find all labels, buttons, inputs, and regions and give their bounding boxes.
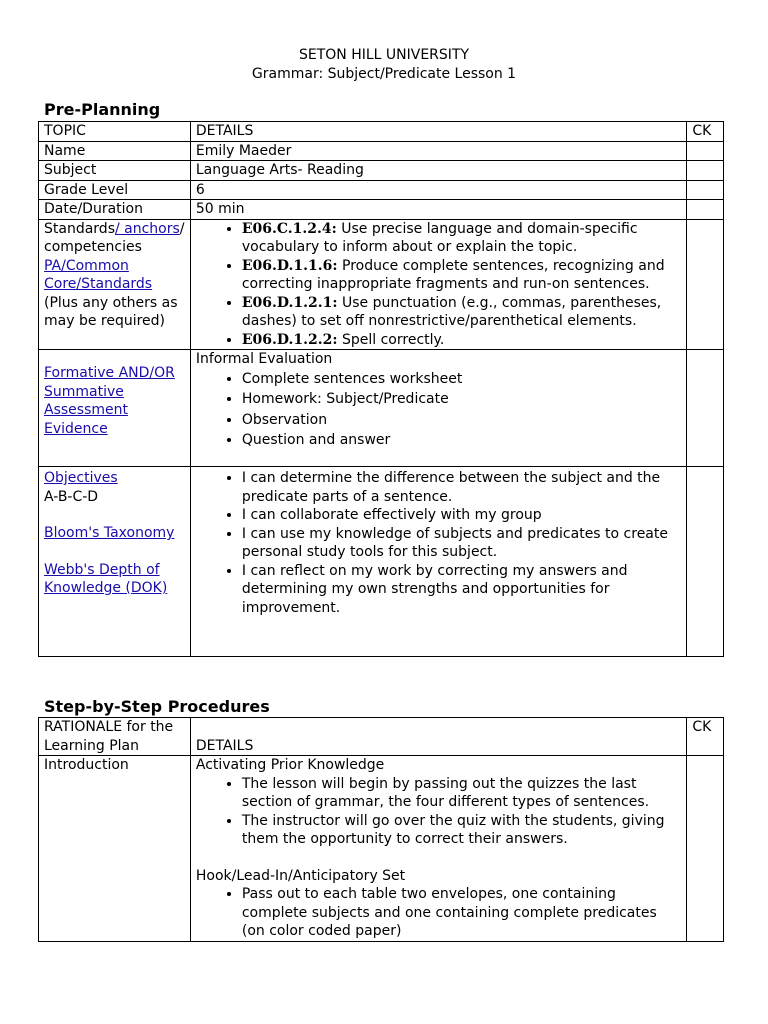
ck-cell — [687, 467, 724, 657]
list-item: • I can collaborate effectively with my group — [242, 506, 681, 525]
standard-code: E06.D.1.2.2: — [241, 331, 338, 348]
list-item: • Homework: Subject/Predicate — [242, 390, 681, 409]
table-row-introduction — [39, 756, 724, 942]
preplanning-heading: Pre-Planning — [44, 100, 161, 119]
pa-common-core-link[interactable]: PA/Common Core/Standards — [44, 257, 153, 292]
list-item: • Complete sentences worksheet — [242, 370, 681, 389]
table-row-assessment — [39, 350, 724, 467]
header-ck: CK — [687, 718, 724, 756]
list-item: • I can determine the difference between the subject and the predicate parts of a sentence. — [242, 469, 681, 506]
assessment-cell — [190, 350, 686, 467]
abcd-label: A-B-C-D — [44, 488, 99, 505]
row-value: Emily Maeder — [190, 141, 686, 161]
row-value: 6 — [190, 180, 686, 200]
objectives-label-cell — [39, 467, 191, 657]
header-ck: CK — [687, 122, 724, 142]
standard-text: Use punctuation (e.g., commas, parentheses, dashes) to set off nonrestrictive/parenthetical elements. — [241, 294, 662, 329]
table-row-objectives — [39, 467, 724, 657]
list-item — [242, 331, 681, 350]
row-label: Name — [39, 141, 191, 161]
objectives-list — [196, 469, 681, 617]
assessment-link[interactable]: Formative AND/OR Summative Assessment Evidence — [44, 365, 175, 437]
list-item: • The lesson will begin by passing out the quizzes the last section of grammar, the four different types of sentences. — [242, 775, 681, 812]
assessment-label-cell — [39, 350, 191, 467]
standards-list — [196, 220, 681, 350]
standard-code: E06.D.1.1.6: — [241, 257, 338, 274]
standard-text: Use precise language and domain-specific vocabulary to inform about or explain the topic. — [241, 220, 638, 255]
objectives-link[interactable]: Objectives — [44, 470, 118, 486]
list-item: • Observation — [242, 411, 681, 430]
table-row — [39, 122, 724, 142]
hook-list — [196, 885, 681, 941]
row-label: Subject — [39, 161, 191, 181]
prior-knowledge-title: Activating Prior Knowledge — [195, 757, 385, 773]
standard-text: Produce complete sentences, recognizing and correcting inappropriate fragments and run-on sentences. — [241, 257, 665, 292]
list-item — [242, 257, 681, 294]
row-label: Date/Duration — [39, 200, 191, 220]
header-rationale: RATIONALE for the Learning Plan — [39, 718, 191, 756]
introduction-cell — [190, 756, 686, 942]
row-value: Language Arts- Reading — [190, 161, 686, 181]
procedures-heading: Step-by-Step Procedures — [44, 697, 270, 716]
assessment-list — [196, 369, 681, 450]
document-header — [0, 46, 768, 84]
standards-label-cell — [39, 219, 191, 350]
university-name: SETON HILL UNIVERSITY — [298, 47, 470, 63]
competencies-label: / competencies — [44, 220, 185, 255]
table-row — [39, 718, 724, 756]
standards-note: (Plus any others as may be required) — [44, 294, 178, 329]
ck-cell — [687, 756, 724, 942]
list-item: • I can reflect on my work by correcting my answers and determining my own strengths and opportunities for improvement. — [242, 562, 681, 618]
standard-text: Spell correctly. — [337, 331, 445, 348]
anchors-link[interactable]: / anchors — [114, 220, 180, 237]
procedures-table — [38, 717, 724, 942]
header-topic: TOPIC — [39, 122, 191, 142]
table-row — [39, 161, 724, 181]
ck-cell — [687, 350, 724, 467]
list-item: • I can use my knowledge of subjects and predicates to create personal study tools for this subject. — [242, 525, 681, 562]
table-row — [39, 141, 724, 161]
row-value: 50 min — [190, 200, 686, 220]
objectives-cell — [190, 467, 686, 657]
prior-knowledge-list — [196, 775, 681, 849]
ck-cell — [687, 219, 724, 350]
ck-cell — [687, 200, 724, 220]
webbs-dok-link[interactable]: Webb's Depth of Knowledge (DOK) — [44, 561, 168, 596]
list-item — [242, 294, 681, 331]
table-row-standards — [39, 219, 724, 350]
list-item — [242, 220, 681, 257]
introduction-label: Introduction — [39, 756, 191, 942]
row-label: Grade Level — [39, 180, 191, 200]
standards-cell — [190, 219, 686, 350]
standard-code: E06.C.1.2.4: — [241, 220, 337, 237]
list-item: • The instructor will go over the quiz with the students, giving them the opportunity to correct their answers. — [242, 812, 681, 849]
list-item: • Question and answer — [242, 431, 681, 450]
standard-code: E06.D.1.2.1: — [241, 294, 338, 311]
header-details: DETAILS — [190, 122, 686, 142]
list-item: • Pass out to each table two envelopes, one containing complete subjects and one containing complete predicates (on color coded paper) — [242, 885, 681, 941]
assessment-intro: Informal Evaluation — [195, 351, 333, 367]
ck-cell — [687, 180, 724, 200]
preplanning-table — [38, 121, 724, 657]
blooms-taxonomy-link[interactable]: Bloom's Taxonomy — [44, 525, 175, 541]
table-row — [39, 200, 724, 220]
standards-label: Standards — [44, 220, 115, 237]
header-details: DETAILS — [190, 718, 686, 756]
hook-title: Hook/Lead-In/Anticipatory Set — [195, 867, 406, 884]
lesson-title: Grammar: Subject/Predicate Lesson 1 — [251, 66, 517, 82]
ck-cell — [687, 161, 724, 181]
ck-cell — [687, 141, 724, 161]
table-row — [39, 180, 724, 200]
